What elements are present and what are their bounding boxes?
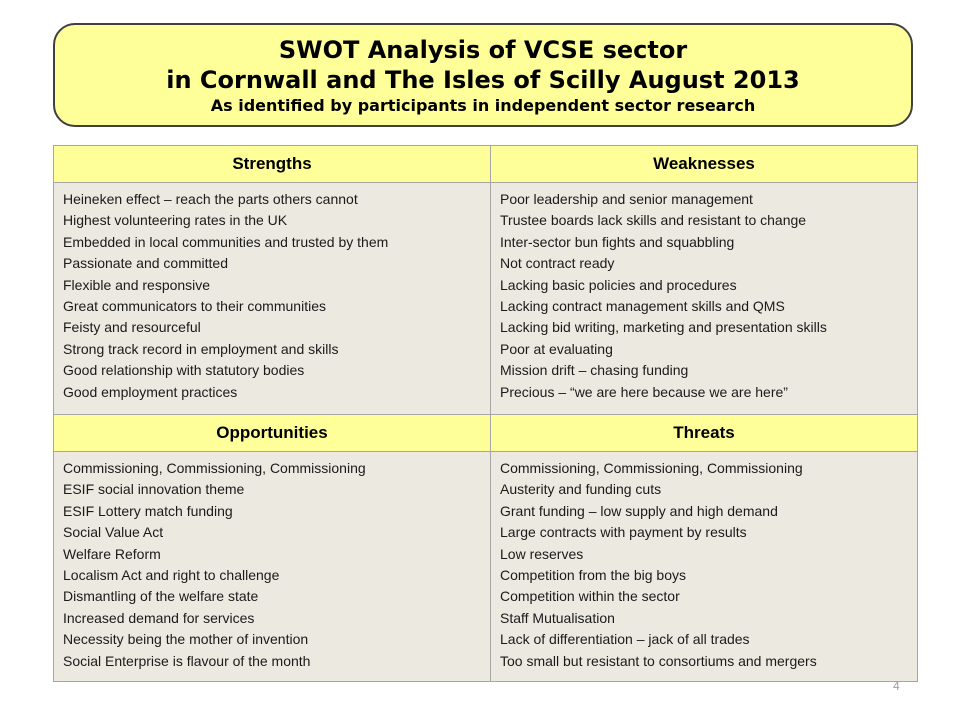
opportunity-item: Commissioning, Commissioning, Commissioning xyxy=(63,460,366,476)
threat-item: Competition within the sector xyxy=(500,588,680,605)
threats-header: Threats xyxy=(491,415,918,452)
page-title-line-1: SWOT Analysis of VCSE sector xyxy=(278,36,688,64)
threat-item: Commissioning, Commissioning, Commissioning xyxy=(500,460,803,476)
threat-item: Too small but resistant to consortiums and mergers xyxy=(500,652,817,669)
page-number: 4 xyxy=(893,679,900,693)
opportunities-list xyxy=(63,458,481,672)
threat-item: Large contracts with payment by results xyxy=(500,524,747,541)
threat-item: Low reserves xyxy=(500,545,584,562)
threats-list xyxy=(500,458,908,672)
page-subtitle: As identified by participants in independent sector research xyxy=(210,96,756,115)
strength-item: Good employment practices xyxy=(63,383,238,400)
threat-item: Staff Mutualisation xyxy=(500,609,615,626)
strength-item: Embedded in local communities and trusted by them xyxy=(63,233,389,250)
weakness-item: Lacking basic policies and procedures xyxy=(500,276,737,293)
opportunity-item: Localism Act and right to challenge xyxy=(63,567,280,584)
strength-item: Great communicators to their communities xyxy=(63,298,326,315)
title-banner xyxy=(53,23,913,127)
weaknesses-list xyxy=(500,189,908,403)
weakness-item: Inter-sector bun fights and squabbling xyxy=(500,233,735,250)
strength-item: Highest volunteering rates in the UK xyxy=(63,212,288,229)
threat-item: Austerity and funding cuts xyxy=(500,481,662,498)
threats-cell xyxy=(491,452,918,682)
opportunity-item: ESIF social innovation theme xyxy=(63,481,245,498)
opportunity-item: ESIF Lottery match funding xyxy=(63,502,233,519)
opportunities-header: Opportunities xyxy=(54,415,491,452)
weakness-item: Lacking contract management skills and QMS xyxy=(500,298,785,315)
threat-item: Grant funding – low supply and high demand xyxy=(500,502,778,519)
weaknesses-cell xyxy=(491,183,918,415)
strength-item: Strong track record in employment and skills xyxy=(63,340,339,357)
weakness-item: Not contract ready xyxy=(500,255,615,272)
threat-item: Lack of differentiation – jack of all trades xyxy=(500,631,750,648)
strength-item: Passionate and committed xyxy=(63,255,228,272)
weakness-item: Mission drift – chasing funding xyxy=(500,362,689,379)
strength-item: Flexible and responsive xyxy=(63,276,211,293)
strengths-list xyxy=(63,189,481,403)
opportunity-item: Increased demand for services xyxy=(63,609,255,626)
weakness-item: Lacking bid writing, marketing and presentation skills xyxy=(500,319,827,336)
opportunity-item: Dismantling of the welfare state xyxy=(63,588,259,605)
weakness-item: Poor leadership and senior management xyxy=(500,191,753,207)
threat-item: Competition from the big boys xyxy=(500,567,686,584)
strengths-cell xyxy=(54,183,491,415)
opportunity-item: Social Enterprise is flavour of the month xyxy=(63,652,311,669)
weakness-item: Precious – “we are here because we are here” xyxy=(500,383,788,400)
weaknesses-header: Weaknesses xyxy=(491,146,918,183)
strengths-header: Strengths xyxy=(54,146,491,183)
strength-item: Good relationship with statutory bodies xyxy=(63,362,305,379)
strength-item: Heineken effect – reach the parts others cannot xyxy=(63,191,358,207)
opportunity-item: Social Value Act xyxy=(63,524,164,541)
opportunity-item: Necessity being the mother of invention xyxy=(63,631,309,648)
weakness-item: Poor at evaluating xyxy=(500,340,613,357)
strength-item: Feisty and resourceful xyxy=(63,319,201,336)
swot-table xyxy=(53,145,918,682)
opportunities-cell xyxy=(54,452,491,682)
weakness-item: Trustee boards lack skills and resistant to change xyxy=(500,212,807,229)
page-title-line-2: in Cornwall and The Isles of Scilly August 2013 xyxy=(166,66,800,94)
opportunity-item: Welfare Reform xyxy=(63,545,161,562)
